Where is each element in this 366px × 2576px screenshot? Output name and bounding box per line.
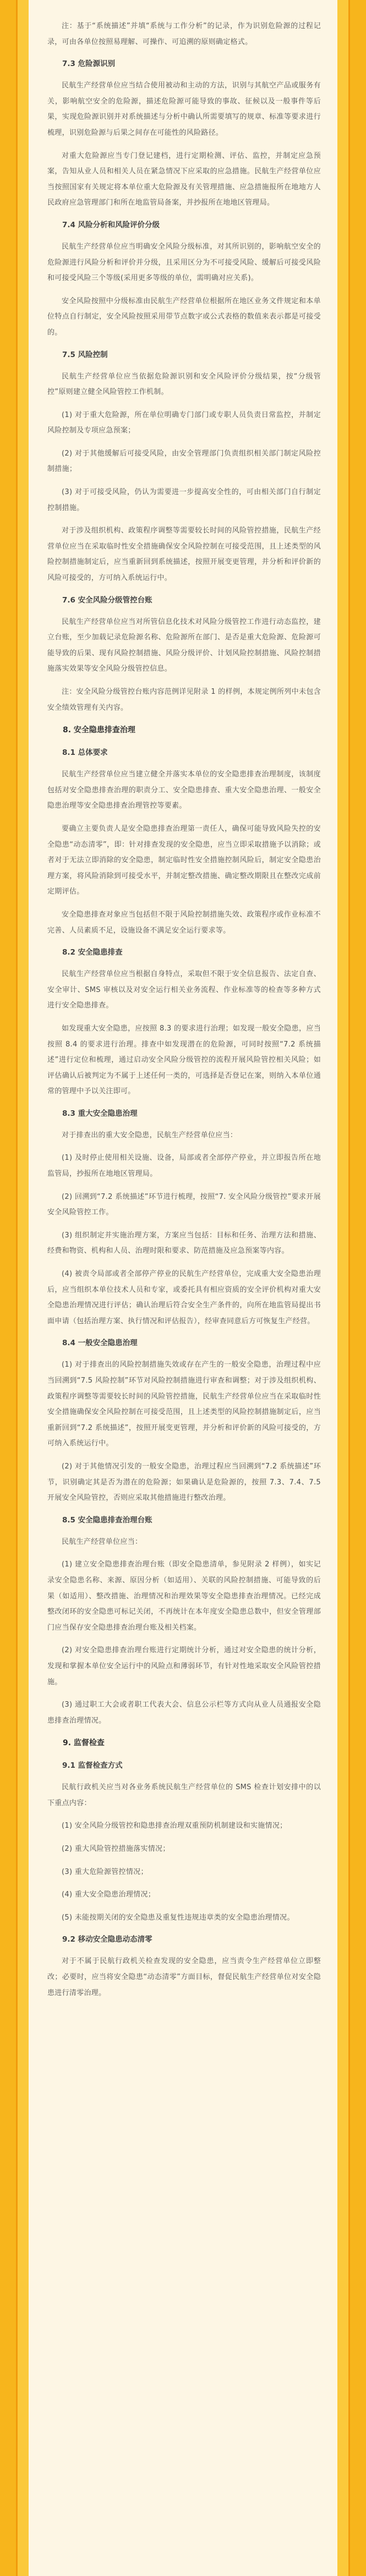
paragraph: 要确立主要负责人是安全隐患排查治理第一责任人，确保可能导致风险失控的安全隐患“动态清零”，即：针对排查发现的安全隐患，应当立即采取措施予以消除；或者对于无法立即消除的安全隐患，制定临时性安全措施控制风险后，制定安全隐患治理方案，将风险消除到可接受水平，并制定整改措施、确定整改期限且在整改完成前定期评估。 [47, 824, 321, 896]
paragraph: 民航生产经营单位应当根据自身特点，采取但不限于安全信息报告、法定自查、安全审计、SMS 审核以及对安全运行相关业务流程、作业标准等的检查等多种方式进行安全隐患排查。 [47, 970, 321, 1010]
section-heading: 7.6 安全风险分级管控台账 [62, 595, 152, 605]
paragraph: (3) 通过职工大会或者职工代表大会、信息公示栏等方式向从业人员通报安全隐患排查治理情况。 [47, 1701, 321, 1725]
paragraph: (1) 及时停止使用相关设施、设备，局部或者全部停产停业，并立即报告所在地监管局，抄报所在地地区管理局。 [47, 1154, 321, 1179]
paragraph: 对于排查出的重大安全隐患，民航生产经营单位应当： [62, 1131, 238, 1139]
paragraph: (4) 重大安全隐患治理情况； [62, 1890, 156, 1899]
section-heading: 8.5 安全隐患排查治理台账 [62, 1515, 152, 1525]
paragraph: (3) 重大危险源管控情况； [62, 1867, 148, 1876]
paragraph: 对重大危险源应当专门登记建档，进行定期检测、评估、监控，并制定应急预案，告知从业人员和相关人员在紧急情况下应采取的应急措施。民航生产经营单位应当按照国家有关规定将本单位重大危险源及有关管理措施、应急措施报所在地地方人民政府应急管理部门和所在地监管局备案，并抄报所在地地区管理局。 [47, 151, 321, 207]
document-body [47, 19, 321, 2008]
paragraph: (4) 被责令局部或者全部停产停业的民航生产经营单位，完成重大安全隐患治理后，应当组织本单位技术人员和专家，或委托具有相应资质的安全评价机构对重大安全隐患治理情况进行评估；确认治理后符合安全生产条件的，向所在地监管局提出书面申请（包括治理方案、执行情况和评估报告），经审查同意后方可恢复生产经营。 [47, 1270, 321, 1325]
paragraph: (1) 安全风险分级管控和隐患排查治理双重预防机制建设和实施情况； [62, 1822, 287, 1830]
section-heading: 8.2 安全隐患排查 [62, 948, 123, 957]
paragraph: 注：基于“系统描述”并填“系统与工作分析”的记录，作为识别危险源的过程记录，可由各单位按照易理解、可操作、可追溯的原则确定格式。 [47, 22, 321, 46]
paragraph: 民航生产经营单位应当： [62, 1537, 143, 1546]
paragraph: (2) 回溯到“7.2 系统描述”环节进行梳理，按照“7. 安全风险分级管控”要求开展安全风险管控工作。 [47, 1192, 321, 1217]
section-heading: 9.1 监督检查方式 [62, 1761, 123, 1771]
paragraph: (5) 未能按期关闭的安全隐患及重复性违规违章类的安全隐患治理情况。 [62, 1913, 294, 1922]
section-heading: 7.3 危险源识别 [62, 59, 116, 69]
paragraph: 民航生产经营单位应当依据危险源识别和安全风险评价分级结果，按“分级管控”原则建立健全风险管控工作机制。 [47, 372, 321, 397]
paragraph: 注：安全风险分级管控台账内容范例详见附录 1 的样例，本规定例所列中未包含安全绩效管理有关内容。 [47, 688, 321, 712]
section-heading: 8.3 重大安全隐患治理 [62, 1109, 138, 1118]
section-heading: 8.1 总体要求 [62, 748, 108, 758]
paragraph: (1) 对于重大危险源，所在单位明确专门部门或专职人员负责日常监控，并制定风险控制及专项应急预案； [47, 410, 321, 435]
paragraph: 民航行政机关应当对各业务系统民航生产经营单位的 SMS 检查计划安排中的以下重点内容： [47, 1783, 321, 1807]
paragraph: 安全隐患排查对象应当包括但不限于风险控制措施失效、政策程序或作业标准不完善、人员素质不足，设施设备不满足安全运行要求等。 [47, 910, 321, 935]
paragraph: 安全风险按照中分级标准由民航生产经营单位根据所在地区业务文件规定和本单位特点自行制定，安全风险按照采用带节点数字或公式表格的数值来表示都是可接受的。 [47, 297, 321, 337]
section-heading: 8. 安全隐患排查治理 [63, 726, 135, 735]
paragraph: (3) 组织制定并实施治理方案，方案应当包括：目标和任务、治理方法和措施、经费和物资、机构和人员、治理时限和要求、防范措施及应急预案等内容。 [47, 1231, 321, 1256]
paragraph: (1) 对于排查出的风险控制措施失效或存在产生的一般安全隐患，治理过程中应当回溯到“7.5 风险控制”环节对风险控制措施进行审查和调整；对于涉及组织机构、政策程序调整等需要较长时间的风险管控措施，民航生产经营单位应当在采取临时性安全措施确保安全风险控制在可接受范围，且上述类型的风险控制措施制定后，应当重新回到“7.2 系统描述”，按照开展变更管理，并分析和评价新的风险可接受的，方可纳入系统运行中。 [47, 1361, 321, 1448]
section-heading: 7.5 风险控制 [62, 350, 108, 359]
section-heading: 9.2 移动安全隐患动态清零 [62, 1935, 152, 1944]
paragraph: 对于不属于民航行政机关检查发现的安全隐患，应当责令生产经营单位立即整改；必要时，应当将安全隐患“动态清零”方面目标，督促民航生产经营单位对安全隐患进行清零治理。 [47, 1957, 321, 1997]
section-heading: 7.4 风险分析和风险评价分级 [62, 220, 160, 229]
paragraph: (1) 建立安全隐患排查治理台账（即安全隐患清单，参见附录 2 样例），如实记录安全隐患名称、来源、原因分析（如适用）、关联的风险控制措施、可能导致的后果（如适用）、整改措施、治理情况和治理效果等安全隐患排查治理情况。已经完成整改闭环的安全隐患可标记关闭，不再统计在本年度安全隐患总数中，但安全管理部门应当保存安全隐患排查治理台账及相关档案。 [47, 1560, 321, 1632]
paragraph: 民航生产经营单位应当明确安全风险分级标准，对其所识别的，影响航空安全的危险源进行风险分析和评价并分级，且采用区分为不可接受风险、缓解后可接受风险和可接受风险三个等级(采用更多等级的单位，需明确对应关系)。 [47, 242, 321, 283]
section-heading: 9. 监督检查 [63, 1739, 105, 1748]
paragraph: 对于涉及组织机构、政策程序调整等需要较长时间的风险管控措施，民航生产经营单位应当在采取临时性安全措施确保安全风险控制在可接受范围，且上述类型的风险控制措施制定后，应当重新回到系统描述，按照开展变更管理，并分析和评价新的风险可接受的，方可纳入系统运行中。 [47, 527, 321, 583]
paragraph: 如发现重大安全隐患，应按照 8.3 的要求进行治理；如发现一般安全隐患，应当按照 8.4 的要求进行治理。排查中如发现潜在的危险源，可同时按照“7.2 系统描述”进行定位和梳理，通过启动安全风险分级管控的流程开展风险管控相关风险；如评估确认后被判定为不属于上述任何一类的，可选择是否登记在案，则纳入本单位通常的管理中予以关注即可。 [47, 1024, 321, 1096]
paragraph: (2) 对安全隐患排查治理台账进行定期统计分析，通过对安全隐患的统计分析，发现和掌握本单位安全运行中的风险点和薄弱环节，有针对性地采取安全风险管控措施。 [47, 1646, 321, 1686]
paragraph: (2) 对于其他情况引发的一般安全隐患，治理过程应当回溯到“7.2 系统描述”环节，识别确定其是否为潜在的危险源；如果确认是危险源的，按照 7.3、7.4、7.5 开展安全风险管控，否则应采取其他措施进行整改治理。 [47, 1462, 321, 1503]
paragraph: (3) 对于可接受风险，仍认为需要进一步提高安全性的，可由相关部门自行制定控制措施。 [47, 488, 321, 512]
paragraph: 民航生产经营单位应当对所管信息化技术对风险分级管控工作进行动态监控，建立台账，至少加载记录危险源名称、危险源所在部门、是否是重大危险源、危险源可能导致的后果、现有风险控制措施、风险分级评价、计划风险控制措施、风险控制措施落实效果等安全风险分级管控信息。 [47, 617, 321, 673]
section-heading: 8.4 一般安全隐患治理 [62, 1339, 138, 1348]
paragraph: 民航生产经营单位应当结合使用被动和主动的方法，识别与其航空产品或服务有关，影响航空安全的危险源，描述危险源可能导致的事故、征候以及一般事件等后果，实现危险源识别并对系统描述与分析中确认所需要填写的规章、标准等要求进行梳理，识别危险源与后果之间存在可能性的风险路径。 [47, 81, 321, 137]
paragraph: (2) 重大风险管控措施落实情况； [62, 1845, 170, 1854]
paragraph: (2) 对于其他缓解后可接受风险，由安全管理部门负责组织相关部门制定风险控制措施； [47, 449, 321, 474]
paragraph: 民航生产经营单位应当建立健全并落实本单位的安全隐患排查治理制度，该制度包括对安全隐患排查治理的职责分工、安全隐患排查、重大安全隐患治理、一般安全隐患治理等安全隐患排查治理管控等要素。 [47, 770, 321, 810]
